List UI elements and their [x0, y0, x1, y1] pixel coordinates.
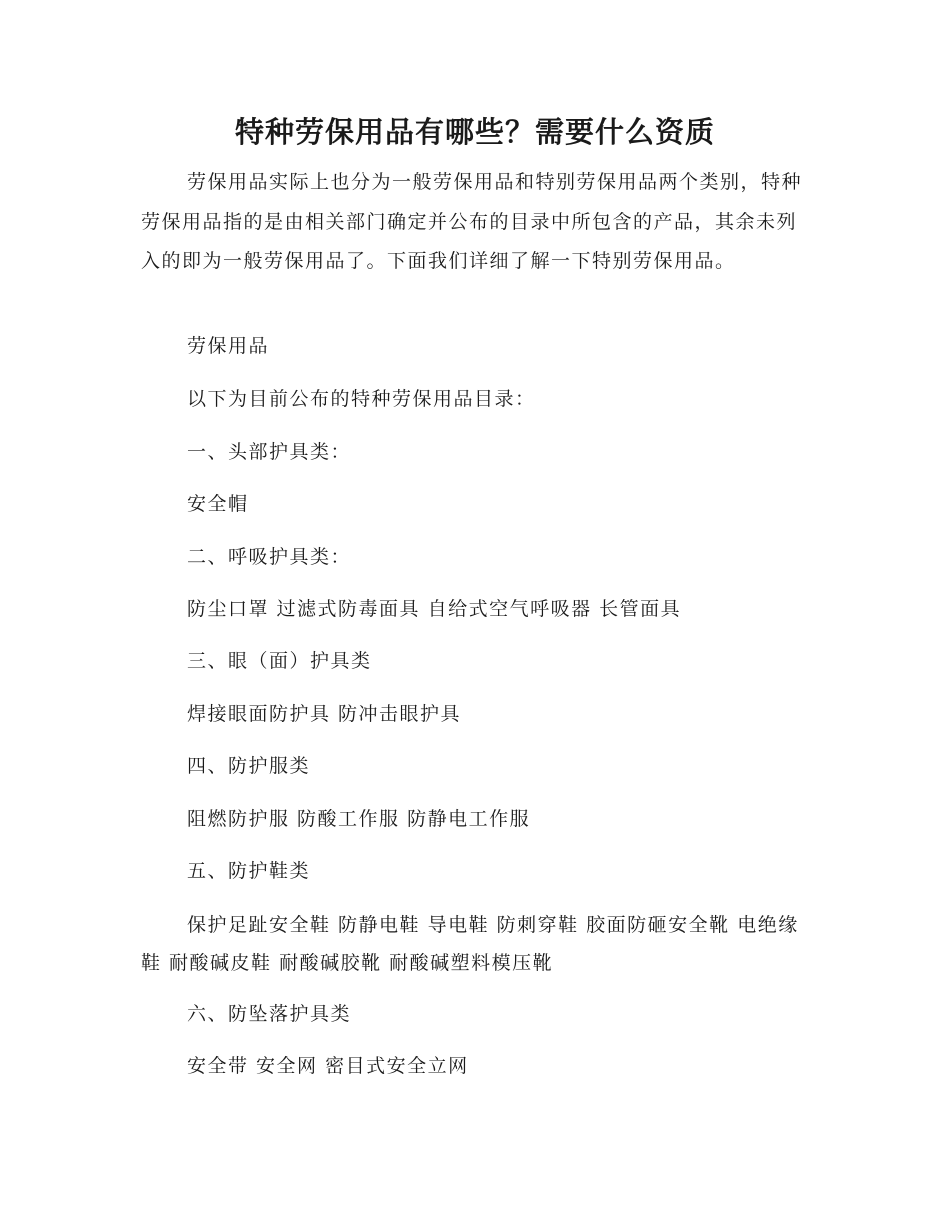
intro-paragraph: 劳保用品实际上也分为一般劳保用品和特别劳保用品两个类别，特种劳保用品指的是由相关部门确定并公布的目录中所包含的产品，其余未列入的即为一般劳保用品了。下面我们详细了解一下特别劳保用品。 [141, 171, 803, 272]
section-heading-clothing: 四、防护服类 [187, 755, 311, 777]
section-heading-eye-face: 三、眼（面）护具类 [187, 650, 372, 672]
section-heading-fall-protection: 六、防坠落护具类 [187, 1003, 352, 1025]
section-items-footwear: 保护足趾安全鞋 防静电鞋 导电鞋 防刺穿鞋 胶面防砸安全靴 电绝缘鞋 耐酸碱皮鞋 耐酸碱胶靴 耐酸碱塑料模压靴 [141, 914, 799, 974]
subheading: 劳保用品 [187, 335, 270, 357]
catalog-intro: 以下为目前公布的特种劳保用品目录： [187, 388, 536, 410]
section-items-clothing: 阻燃防护服 防酸工作服 防静电工作服 [187, 808, 531, 830]
section-items-respiratory: 防尘口罩 过滤式防毒面具 自给式空气呼吸器 长管面具 [187, 598, 682, 620]
section-items-eye-face: 焊接眼面防护具 防冲击眼护具 [187, 703, 462, 725]
document-title: 特种劳保用品有哪些？需要什么资质 [234, 115, 715, 149]
section-items-fall-protection: 安全带 安全网 密目式安全立网 [187, 1055, 469, 1077]
section-heading-footwear: 五、防护鞋类 [187, 860, 311, 882]
section-heading-head: 一、头部护具类： [187, 441, 352, 463]
section-heading-respiratory: 二、呼吸护具类： [187, 546, 352, 568]
section-items-head: 安全帽 [187, 493, 249, 515]
